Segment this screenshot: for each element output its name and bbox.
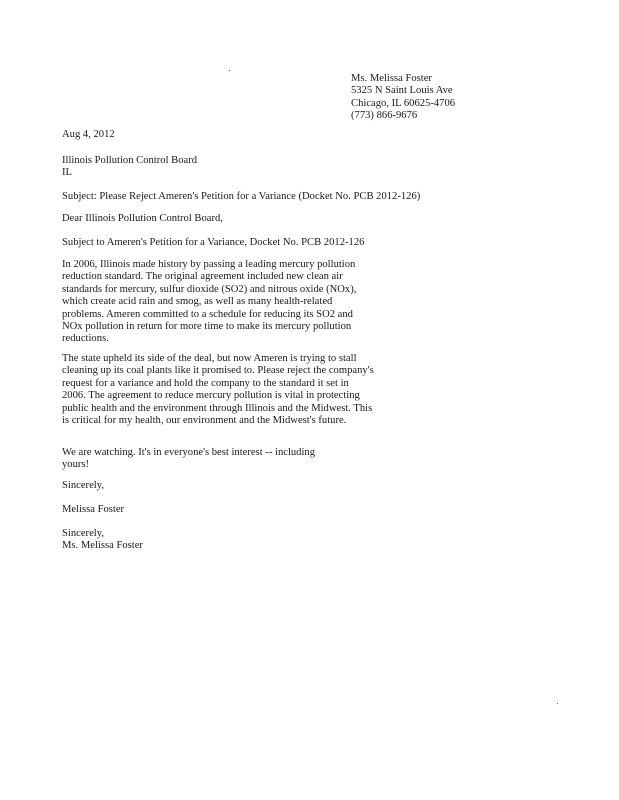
sender-address-block	[351, 73, 551, 123]
sender-phone: (773) 866-9676	[351, 110, 418, 122]
scan-speck	[557, 703, 558, 704]
closing-2: Sincerely,	[62, 528, 104, 539]
sender-name: Ms. Melissa Foster	[351, 73, 432, 84]
recipient-state: IL	[62, 167, 72, 179]
scan-speck	[229, 70, 230, 71]
recipient-block	[62, 155, 382, 180]
salutation: Dear Illinois Pollution Control Board,	[62, 213, 223, 224]
subject-line: Subject: Please Reject Ameren's Petition for a Variance (Docket No. PCB 2012-126)	[62, 191, 421, 202]
reference-line: Subject to Ameren's Petition for a Variance, Docket No. PCB 2012-126	[62, 237, 365, 248]
letter-date: Aug 4, 2012	[62, 129, 115, 140]
body-paragraph-3: We are watching. It's in everyone's best interest -- including yours!	[62, 447, 316, 471]
signed-name: Ms. Melissa Foster	[62, 540, 143, 551]
signature: Melissa Foster	[62, 504, 125, 515]
sender-city: Chicago, IL 60625-4706	[351, 97, 456, 109]
sender-street: 5325 N Saint Louis Ave	[351, 85, 453, 97]
closing-1: Sincerely,	[62, 480, 104, 491]
recipient-name: Illinois Pollution Control Board	[62, 155, 198, 166]
body-paragraph-2: The state upheld its side of the deal, but now Ameren is trying to stall cleaning up its coal plants like it promised to. Please reject the company's request for a variance and hold the company to the standard it set in 2006. The agreement to reduce mercury pollution is vital in protecting public health and the environment through Illinois and the Midwest. This is critical for my health, our environment and the Midwest's future.	[62, 353, 374, 427]
body-paragraph-1: In 2006, Illinois made history by passing a leading mercury pollution reduction standard. The original agreement included new clean air standards for mercury, sulfur dioxide (SO2) and nitrous oxide (NOx), which create acid rain and smog, as well as many health-related problems. Ameren committed to a schedule for reducing its SO2 and NOx pollution in return for more time to make its mercury pollution reductions.	[62, 259, 357, 345]
